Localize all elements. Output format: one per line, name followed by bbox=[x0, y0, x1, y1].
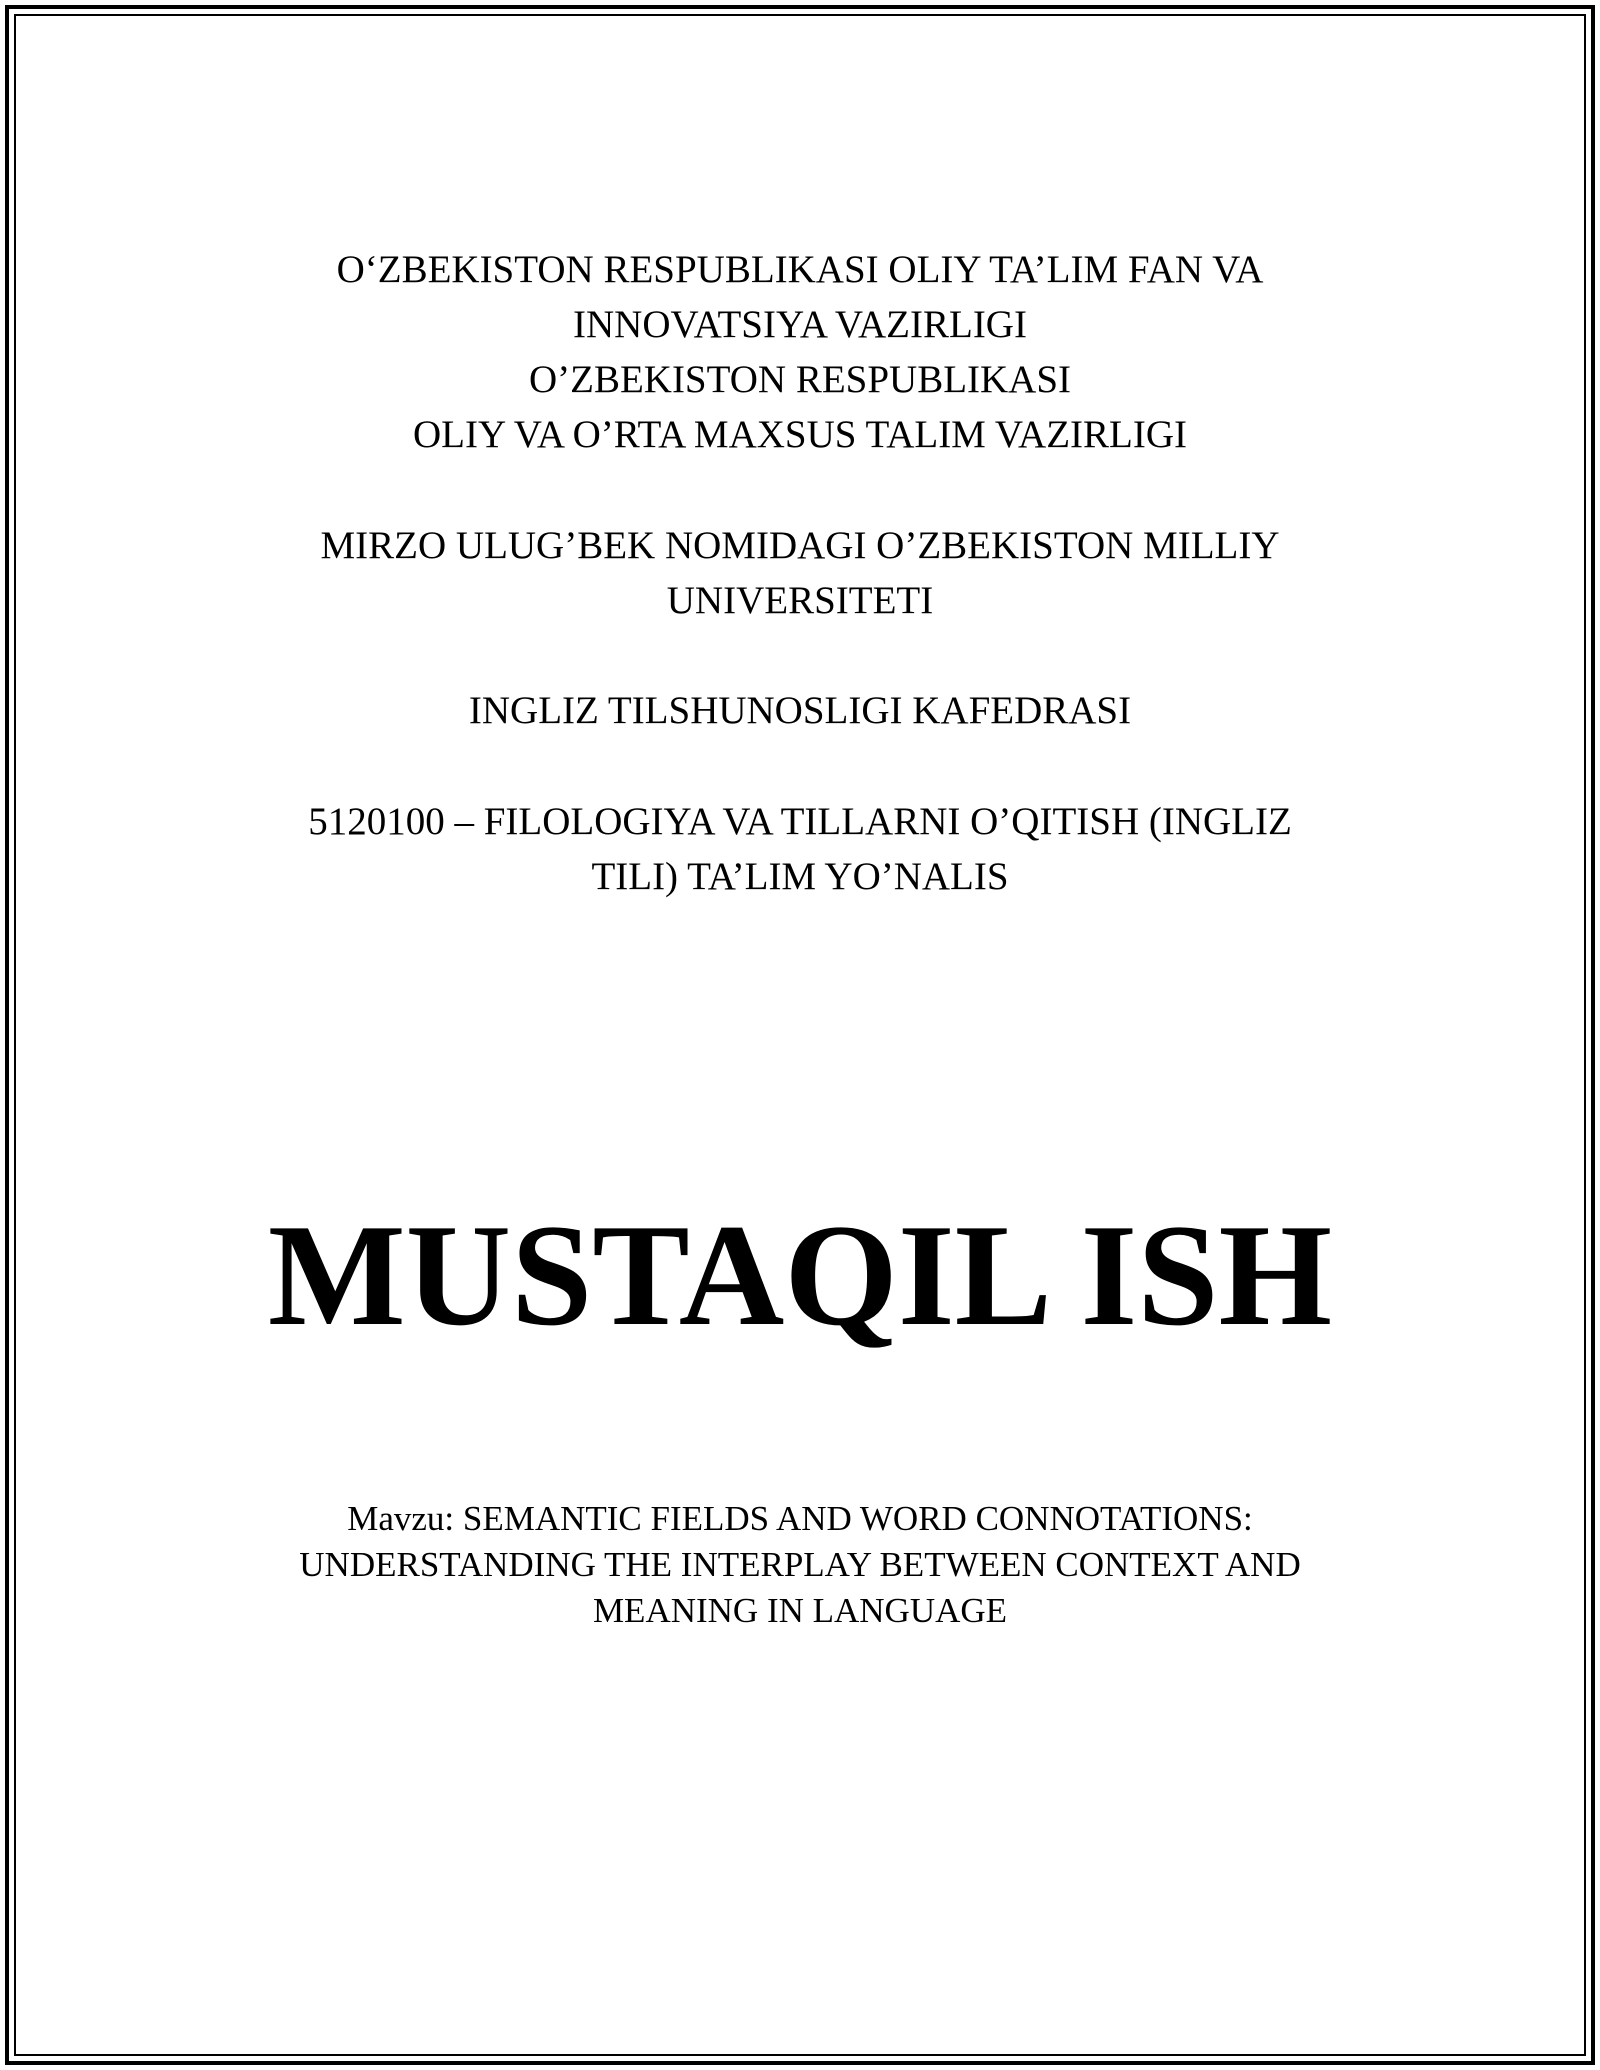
ministry-header bbox=[0, 242, 1600, 462]
university-line-1: MIRZO ULUG’BEK NOMIDAGI O’ZBEKISTON MILLIY bbox=[320, 524, 1280, 567]
ministry-line-1: O‘ZBEKISTON RESPUBLIKASI OLIY TA’LIM FAN VA bbox=[336, 248, 1264, 291]
program-line-1: 5120100 – FILOLOGIYA VA TILLARNI O’QITISH (INGLIZ bbox=[308, 800, 1292, 843]
ministry-line-3: O’ZBEKISTON RESPUBLIKASI bbox=[528, 358, 1072, 401]
ministry-line-2: INNOVATSIYA VAZIRLIGI bbox=[573, 303, 1027, 346]
department-line: INGLIZ TILSHUNOSLIGI KAFEDRASI bbox=[468, 689, 1132, 732]
topic-line-1: Mavzu: SEMANTIC FIELDS AND WORD CONNOTATIONS: bbox=[347, 1499, 1253, 1538]
topic-line-2: UNDERSTANDING THE INTERPLAY BETWEEN CONTEXT AND bbox=[299, 1545, 1301, 1584]
document-title-text: MUSTAQIL ISH bbox=[267, 1194, 1333, 1356]
program-line-2: TILI) TA’LIM YO’NALIS bbox=[591, 855, 1009, 898]
university-name bbox=[0, 518, 1600, 628]
document-title bbox=[0, 1185, 1600, 1365]
university-line-2: UNIVERSITETI bbox=[666, 579, 934, 622]
topic bbox=[0, 1496, 1600, 1634]
ministry-line-4: OLIY VA O’RTA MAXSUS TALIM VAZIRLIGI bbox=[412, 413, 1187, 456]
department-name bbox=[0, 683, 1600, 738]
topic-line-3: MEANING IN LANGUAGE bbox=[592, 1591, 1008, 1630]
study-program bbox=[0, 794, 1600, 904]
